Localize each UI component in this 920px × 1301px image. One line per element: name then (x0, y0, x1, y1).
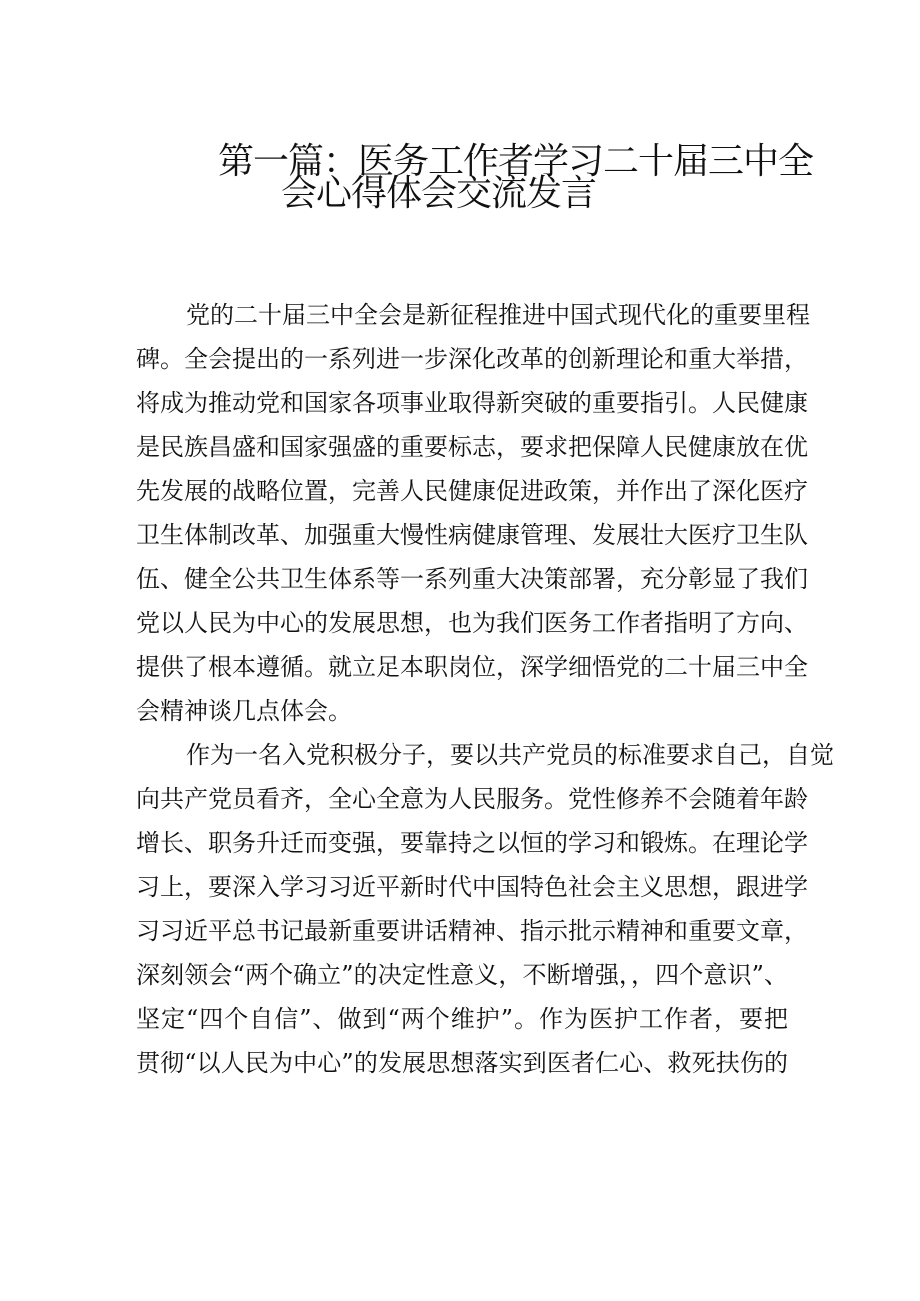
paragraph-1-line: 卫生体制改革、加强重大慢性病健康管理、发展壮大医疗卫生队 (136, 521, 808, 549)
paragraph-2-line: 作为一名入党积极分子，要以共产党员的标准要求自己，自觉 (186, 741, 834, 769)
paragraph-2-line: 深刻领会“两个确立”的决定性意义，不断增强，，四个意识”、 (136, 961, 788, 989)
paragraph-2-line: 增长、职务升迁而变强，要靠持之以恒的学习和锻炼。在理论学 (136, 829, 808, 857)
paragraph-2-line: 习习近平总书记最新重要讲话精神、指示批示精神和重要文章， (136, 917, 808, 945)
paragraph-1-line: 伍、健全公共卫生体系等一系列重大决策部署，充分彰显了我们 (136, 565, 808, 593)
paragraph-1-line: 将成为推动党和国家各项事业取得新突破的重要指引。人民健康 (136, 389, 808, 417)
paragraph-2-line: 习上，要深入学习习近平新时代中国特色社会主义思想，跟进学 (136, 873, 808, 901)
paragraph-1-line: 会精神谈几点体会。 (136, 697, 352, 725)
paragraph-2-line: 坚定“四个自信”、做到“两个维护”。作为医护工作者，要把 (136, 1005, 788, 1033)
paragraph-2-line: 向共产党员看齐，全心全意为人民服务。党性修养不会随着年龄 (136, 785, 808, 813)
paragraph-1-line: 先发展的战略位置，完善人民健康促进政策，并作出了深化医疗 (136, 477, 808, 505)
paragraph-2-line: 贯彻“以人民为中心”的发展思想落实到医者仁心、救死扶伤的 (136, 1049, 788, 1077)
document-title-line-1: 第一篇：医务工作者学习二十届三中全 (218, 141, 814, 182)
paragraph-1-line: 碑。全会提出的一系列进一步深化改革的创新理论和重大举措， (136, 345, 808, 373)
document-title-line-2: 会心得体会交流发言 (281, 173, 597, 214)
paragraph-1-line: 是民族昌盛和国家强盛的重要标志，要求把保障人民健康放在优 (136, 433, 808, 461)
paragraph-1-line: 党以人民为中心的发展思想，也为我们医务工作者指明了方向、 (136, 609, 808, 637)
paragraph-1-line: 党的二十届三中全会是新征程推进中国式现代化的重要里程 (186, 301, 810, 329)
paragraph-1-line: 提供了根本遵循。就立足本职岗位，深学细悟党的二十届三中全 (136, 653, 808, 681)
